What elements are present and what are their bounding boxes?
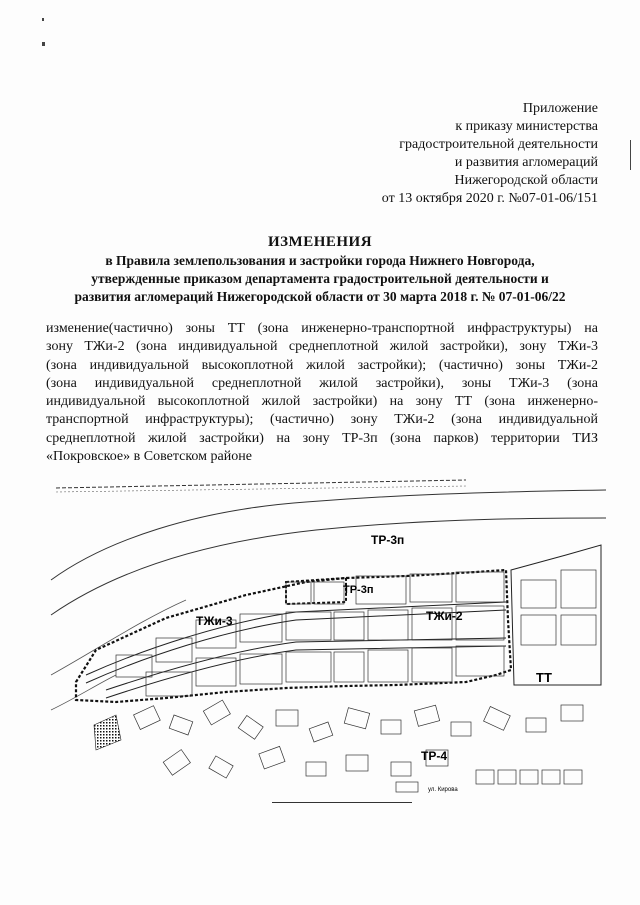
subtitle-line: развития агломераций Нижегородской области от 30 марта 2018 г. № 07-01-06/22 xyxy=(74,289,566,304)
scan-dot xyxy=(42,42,45,46)
body-line: среднеплотной жилой застройки) на зону ТР-3п (зона парков) территории ТИЗ xyxy=(46,430,598,446)
outer-buildings xyxy=(134,700,583,792)
scan-dot xyxy=(42,18,44,21)
body-paragraph xyxy=(46,320,598,466)
document-title: ИЗМЕНЕНИЯ xyxy=(267,234,373,250)
subtitle-line: утвержденные приказом департамента градостроительной деятельности и xyxy=(91,271,549,286)
body-line: (зона индивидуальной высокоплотной жилой застройки); (частично) зоны ТЖи-2 xyxy=(46,357,598,373)
zone-label-tzhi3: ТЖи-3 xyxy=(196,614,233,628)
zone-label-tt: ТТ xyxy=(536,670,552,685)
zoning-map xyxy=(46,470,606,805)
body-line: «Покровское» в Советском районе xyxy=(46,449,252,465)
river-bank-line xyxy=(51,600,186,675)
appendix-line: Приложение xyxy=(522,101,598,116)
body-line: (зона индивидуальной среднеплотной жилой застройки), зоны ТЖи-3 (зона xyxy=(46,375,598,391)
street-label: ул. Кирова xyxy=(428,787,458,793)
zone-label-tr3p-inner: ТР-3п xyxy=(343,584,374,596)
parcel-grid xyxy=(116,572,504,696)
subtitle-line: в Правила землепользования и застройки города Нижнего Новгорода, xyxy=(105,253,535,268)
hatched-area xyxy=(94,715,121,750)
appendix-header xyxy=(298,100,598,208)
zone-label-tr3p: ТР-3п xyxy=(371,533,405,547)
zone-label-tr4: ТР-4 xyxy=(421,749,448,763)
zone-label-tzhi2: ТЖи-2 xyxy=(426,609,463,623)
document-subtitle xyxy=(40,252,600,306)
tt-parcels xyxy=(521,570,596,645)
separator-line xyxy=(272,802,412,803)
appendix-line: от 13 октября 2020 г. №07-01-06/151 xyxy=(381,191,598,206)
scan-edge-mark xyxy=(630,140,631,170)
appendix-line: и развития агломераций xyxy=(454,155,598,170)
appendix-line: градостроительной деятельности xyxy=(399,137,598,152)
body-line: транспортной инфраструктуры); (частично) зону ТЖи-2 (зона индивидуальной xyxy=(46,412,598,428)
appendix-line: к приказу министерства xyxy=(455,119,598,134)
body-line: изменение(частично) зоны ТТ (зона инженерно-транспортной инфраструктуры) на xyxy=(46,321,598,336)
body-line: индивидуальной высокоплотной жилой застройки) на зону ТТ (зона инженерно- xyxy=(46,394,598,410)
body-line: зону ТЖи-2 (зона индивидуальной среднеплотной жилой застройки), зону ТЖи-3 xyxy=(46,339,598,355)
appendix-line: Нижегородской области xyxy=(454,173,598,188)
river-bank-line xyxy=(51,675,116,710)
